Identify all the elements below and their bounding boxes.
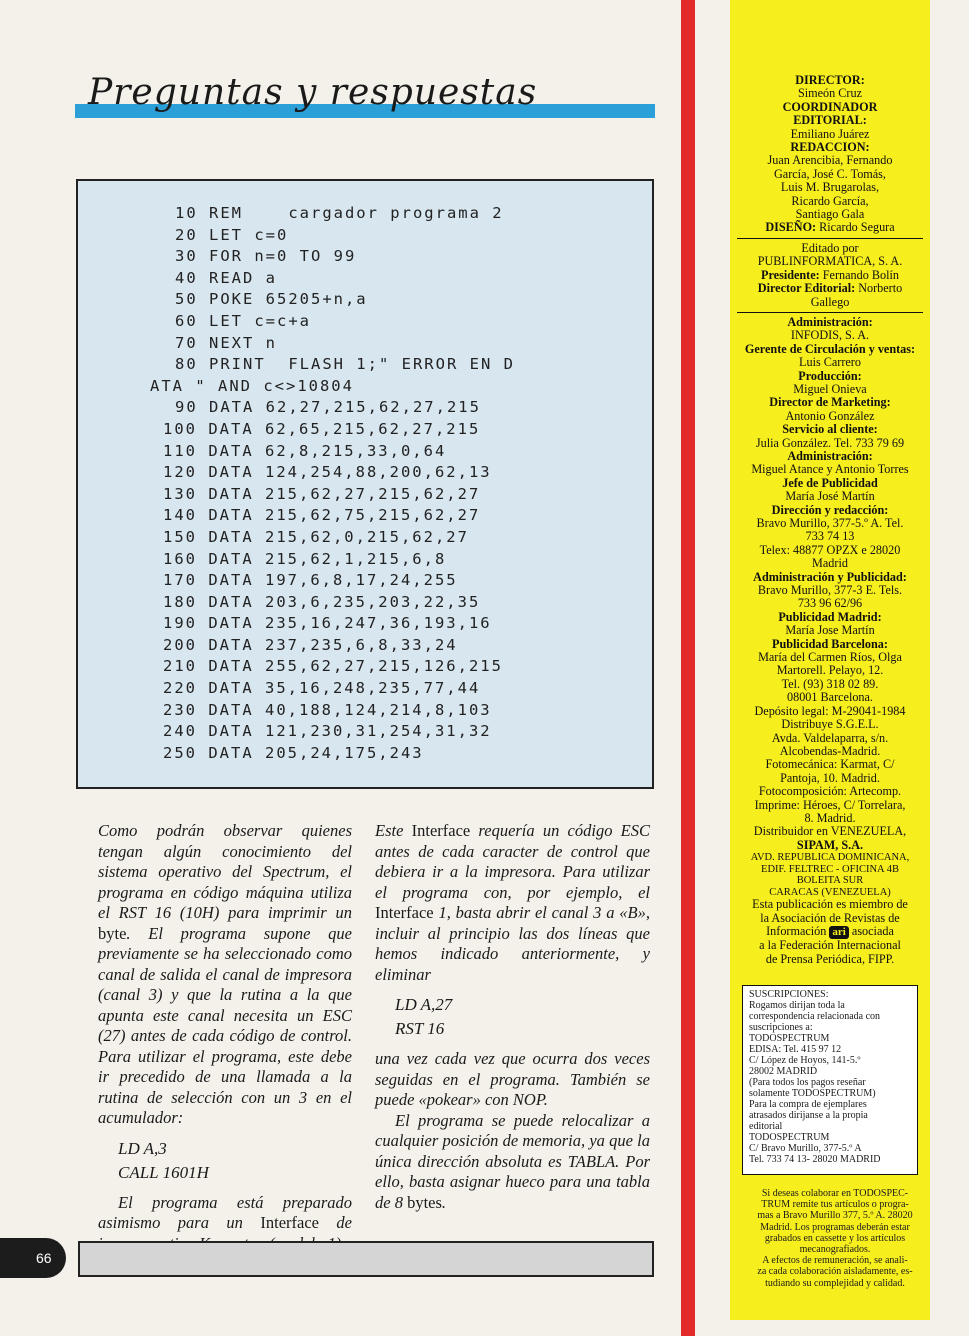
text-line: CARACAS (VENEZUELA) [769, 886, 891, 898]
text-line: EDIF. FELTREC - OFICINA 4B [761, 863, 899, 875]
text-line: Pantoja, 10. Madrid. [780, 770, 880, 785]
text-line: Telex: 48877 OPZX e 28020 [759, 542, 901, 557]
text-run: asociada [851, 923, 894, 938]
code-line: ATA " AND c<>10804 [150, 376, 354, 395]
diseno: Ricardo Segura [819, 220, 895, 235]
gerente: Luis Carrero [799, 355, 861, 370]
editorial-label: EDITORIAL: [793, 113, 867, 128]
text-line: TODOSPECTRUM [749, 1132, 830, 1143]
text-line: Martorell. Pelayo, 12. [776, 663, 884, 678]
text-line: suscripciones a: [749, 1022, 813, 1033]
page-number-tab [0, 1238, 66, 1278]
paragraph [375, 821, 650, 985]
code-line: RST 16 [395, 1019, 445, 1038]
text-line: atrasados dirijanse a la propia [749, 1110, 868, 1121]
code-line: 140 DATA 215,62,75,215,62,27 [163, 506, 481, 525]
code-line: 20 LET c=0 [175, 225, 289, 244]
text-line: de Prensa Periódica, FIPP. [765, 951, 895, 966]
text-line: Si deseas colaborar en TODOSPEC- [761, 1188, 909, 1199]
marketing-label: Director de Marketing: [769, 395, 891, 410]
code-line: 90 DATA 62,27,215,62,27,215 [175, 398, 481, 417]
listing-lines [78, 203, 652, 764]
subscriptions-box [742, 985, 918, 1175]
director-label: DIRECTOR: [795, 73, 865, 87]
code-line: 10 REM cargador programa 2 [175, 204, 504, 222]
presidente-line [733, 269, 927, 282]
text-line: grabados en cassette y los artículos [764, 1232, 906, 1244]
admin-label: Administración: [787, 314, 873, 329]
code-line: 180 DATA 203,6,235,203,22,35 [163, 592, 481, 611]
code-line: 210 DATA 255,62,27,215,126,215 [163, 657, 503, 676]
presidente-label: Presidente: [761, 267, 820, 282]
asociacion-line [733, 925, 927, 939]
text-line: PUBLINFORMATICA, S. A. [757, 254, 903, 269]
asociacion [733, 898, 927, 925]
text-line: A efectos de remuneración, se anali- [762, 1255, 908, 1267]
text-line: la Asociación de Revistas de [760, 910, 900, 925]
text-line: Alcobendas-Madrid. [779, 743, 881, 758]
text-run: . El programa supone que previamente se ha seleccionado como canal de salida el canal de impresora (canal 3) y que la rutina a la que apunta este canal necesita un ESC (27) antes de cada código de control. Para utilizar el programa, este debe ir precedido de una llamada a la rutina de selección con un 3 en el acumulador: [98, 923, 352, 1127]
presidente: Fernando Bolín [822, 267, 899, 282]
text-run: . [441, 1192, 447, 1212]
code-line: 60 LET c=c+a [175, 311, 311, 330]
dir-editorial-2: Gallego [810, 294, 850, 309]
text-line: Bravo Murillo, 377-5.º A. Tel. [756, 516, 904, 530]
marketing: Antonio González [785, 408, 875, 423]
text-line: C/ Bravo Murillo, 377-5.º A [749, 1143, 862, 1154]
pub-madrid-label: Publicidad Madrid: [778, 609, 882, 624]
text-line: Madrid [812, 556, 848, 571]
coordinador: Emiliano Juárez [790, 126, 870, 141]
text-line: a la Federación Internacional [759, 938, 901, 953]
director: Simeón Cruz [798, 86, 862, 101]
code-line: LD A,27 [395, 995, 453, 1014]
text-line: BOLEITA SUR [796, 875, 864, 887]
text-line: za cada colaboración aisladamente, es- [757, 1266, 913, 1278]
diseno-label: DISEÑO: [765, 220, 817, 235]
text-line: tudiando su complejidad y calidad. [765, 1277, 905, 1289]
code-line: 170 DATA 197,6,8,17,24,255 [163, 571, 458, 590]
text-line: Para la compra de ejemplares [749, 1099, 867, 1110]
code-line: 200 DATA 237,235,6,8,33,24 [163, 635, 458, 654]
dir-editorial-line [733, 282, 927, 295]
text-line: 8. Madrid. [804, 810, 856, 825]
code-line: 160 DATA 215,62,1,215,6,8 [163, 549, 447, 568]
servicio: Julia González. Tel. 733 79 69 [755, 435, 905, 450]
servicio-label: Servicio al cliente: [782, 422, 878, 437]
code-line: 30 FOR n=0 TO 99 [175, 247, 357, 266]
code-line: 230 DATA 40,188,124,214,8,103 [163, 700, 492, 719]
text-line: Rogamos dirijan toda la [749, 1000, 845, 1011]
jefe-pub: María José Martín [785, 489, 875, 504]
text-run: requería un código ESC antes de cada caracter de control que debiera ir a la impresora. Para utilizar el programa con, por ejemplo, el [375, 821, 650, 902]
text-run: Interface [375, 903, 434, 922]
pub-bcn-label: Publicidad Barcelona: [772, 636, 888, 651]
page-number: 66 [36, 1250, 52, 1266]
admin: INFODIS, S. A. [790, 328, 870, 343]
text-line: TODOSPECTRUM [749, 1033, 830, 1044]
text-run: byte [98, 923, 127, 943]
text-run: de [336, 1213, 353, 1232]
text-run: Como podrán observar quienes tengan algún conocimiento del sistema operativo del Spectrum, el programa en código máquina utiliza el RST 16 (10H) para imprimir un [98, 821, 352, 922]
code-line: 250 DATA 205,24,175,243 [163, 743, 424, 762]
masthead-text [733, 74, 927, 966]
paragraph: una vez cada vez que ocurra dos veces seguidas en el programa. También se puede «pokear» con NOP. [375, 1049, 650, 1109]
text-line: C/ López de Hoyos, 141-5.º [749, 1055, 861, 1066]
text-line: 08001 Barcelona. [787, 690, 873, 705]
text-line: 733 74 13 [805, 529, 855, 544]
produccion-label: Producción: [798, 368, 862, 383]
coordinador-label: COORDINADOR [782, 99, 878, 114]
code-line: 50 POKE 65205+n,a [175, 290, 368, 309]
text-line: editorial [749, 1121, 783, 1132]
asociacion-2 [733, 939, 927, 966]
text-line: Fotomecánica: Karmat, C/ [765, 757, 895, 772]
text-line: Luis M. Brugarolas, [780, 180, 880, 195]
produccion: Miguel Onieva [793, 381, 867, 396]
text-line: Imprime: Héroes, C/ Torrelara, [754, 797, 906, 812]
code-line: 130 DATA 215,62,27,215,62,27 [163, 484, 481, 503]
text-line: Depósito legal: M-29041-1984 [754, 703, 906, 718]
text-line: Avda. Valdelaparra, s/n. [771, 730, 889, 745]
text-line: Juan Arencibia, Fernando [767, 153, 893, 168]
article-column-right [375, 821, 650, 1213]
sipam: SIPAM, S.A. [796, 837, 864, 852]
text-run: 1, basta abrir el canal 3 a «B», incluir al principio las dos líneas que hemos indicado anteriormente, y eliminar [375, 903, 650, 984]
jefe-pub-label: Jefe de Publicidad [782, 475, 878, 490]
code-line: 70 NEXT n [175, 333, 277, 352]
admin-pub [733, 584, 927, 611]
gerente-label: Gerente de Circulación y ventas: [744, 341, 916, 356]
text-line: Bravo Murillo, 377-3 E. Tels. [757, 583, 903, 598]
text-line: María del Carmen Ríos, Olga [758, 650, 902, 665]
sipam-address [733, 852, 927, 898]
code-line: 110 DATA 62,8,215,33,0,64 [163, 441, 447, 460]
admin2-label: Administración: [787, 448, 873, 463]
code-line: CALL 1601H [118, 1162, 209, 1182]
ari-logo-icon: ari [829, 926, 848, 939]
text-line: mas a Bravo Murillo 377, 5.º A. 28020 [757, 1210, 913, 1222]
page-title: Preguntas y respuestas [88, 72, 538, 113]
bottom-bar [78, 1241, 654, 1277]
text-line: Tel. 733 74 13- 28020 MADRID [749, 1154, 881, 1165]
text-run: Información [766, 923, 827, 938]
dir-editorial-label: Director Editorial: [757, 281, 856, 296]
text-line: García, José C. Tomás, [774, 166, 886, 181]
redaccion [733, 154, 927, 221]
dir-editorial: Norberto [858, 281, 903, 296]
text-line: Esta publicación es miembro de [752, 897, 908, 912]
basic-listing [76, 179, 654, 789]
text-line: Distribuye S.G.E.L. [781, 717, 879, 732]
dir-red [733, 517, 927, 571]
paragraph [375, 1111, 650, 1214]
code-line: 40 READ a [175, 268, 277, 287]
text-run: El programa está preparado asimismo para un [98, 1192, 352, 1232]
text-line: (Para todos los pagos reseñar [749, 1077, 866, 1088]
separator [737, 312, 923, 313]
text-run: Este [375, 821, 412, 840]
text-line: Madrid. Los programas deberán estar [760, 1221, 910, 1233]
text-line: Tel. (93) 318 02 89. [781, 676, 879, 691]
admin-pub-label: Administración y Publicidad: [753, 569, 907, 584]
text-line: Editado por [801, 240, 859, 255]
text-run: El programa se puede relocalizar a cualquier posición de memoria, ya que la única dirección absoluta es TABLA. Por ello, basta asignar hueco para una tabla de 8 [375, 1110, 650, 1212]
text-line: Ricardo García, [791, 193, 869, 208]
diseno-line [733, 221, 927, 234]
text-run: Interface [260, 1213, 319, 1232]
code-line: 80 PRINT FLASH 1;" ERROR EN D [175, 355, 515, 374]
dir-red-label: Dirección y redacción: [771, 502, 889, 517]
text-run: bytes [407, 1192, 442, 1212]
venezuela: Distribuidor en VENEZUELA, [753, 824, 907, 839]
misc [733, 705, 927, 826]
code-snippet [395, 993, 650, 1041]
code-line: 220 DATA 35,16,248,235,77,44 [163, 679, 481, 698]
text-line: Santiago Gala [795, 207, 865, 222]
text-line: SUSCRIPCIONES: [749, 989, 829, 1000]
code-snippet [118, 1137, 352, 1185]
text-line: correspondencia relacionada con [749, 1011, 881, 1022]
text-line: Fotocomposición: Artecomp. [758, 784, 902, 799]
pub-bcn [733, 651, 927, 705]
text-line: TRUM remite tus artículos o progra- [761, 1199, 909, 1211]
code-line: 150 DATA 215,62,0,215,62,27 [163, 527, 469, 546]
text-line: 28002 MADRID [749, 1066, 818, 1077]
article-column-left [98, 821, 352, 1254]
pub-madrid: María Jose Martín [785, 623, 875, 638]
text-line: solamente TODOSPECTRUM) [749, 1088, 876, 1099]
text-line: mecanografiados. [799, 1244, 871, 1256]
separator [737, 238, 923, 239]
text-line: AVD. REPUBLICA DOMINICANA, [750, 852, 910, 864]
code-line: 190 DATA 235,16,247,36,193,16 [163, 614, 492, 633]
admin2: Miguel Atance y Antonio Torres [751, 462, 909, 477]
editado [733, 242, 927, 269]
code-line: LD A,3 [118, 1138, 167, 1158]
text-run: Interface [411, 821, 471, 840]
collaboration-note [742, 1188, 928, 1289]
code-line: 240 DATA 121,230,31,254,31,32 [163, 722, 492, 741]
text-line: 733 96 62/96 [797, 596, 863, 611]
red-stripe [681, 0, 695, 1336]
text-line: EDISA: Tel. 415 97 12 [749, 1044, 842, 1055]
code-line: 100 DATA 62,65,215,62,27,215 [163, 419, 481, 438]
paragraph [98, 821, 352, 1129]
redaccion-label: REDACCION: [790, 140, 870, 155]
code-line: 120 DATA 124,254,88,200,62,13 [163, 463, 492, 482]
